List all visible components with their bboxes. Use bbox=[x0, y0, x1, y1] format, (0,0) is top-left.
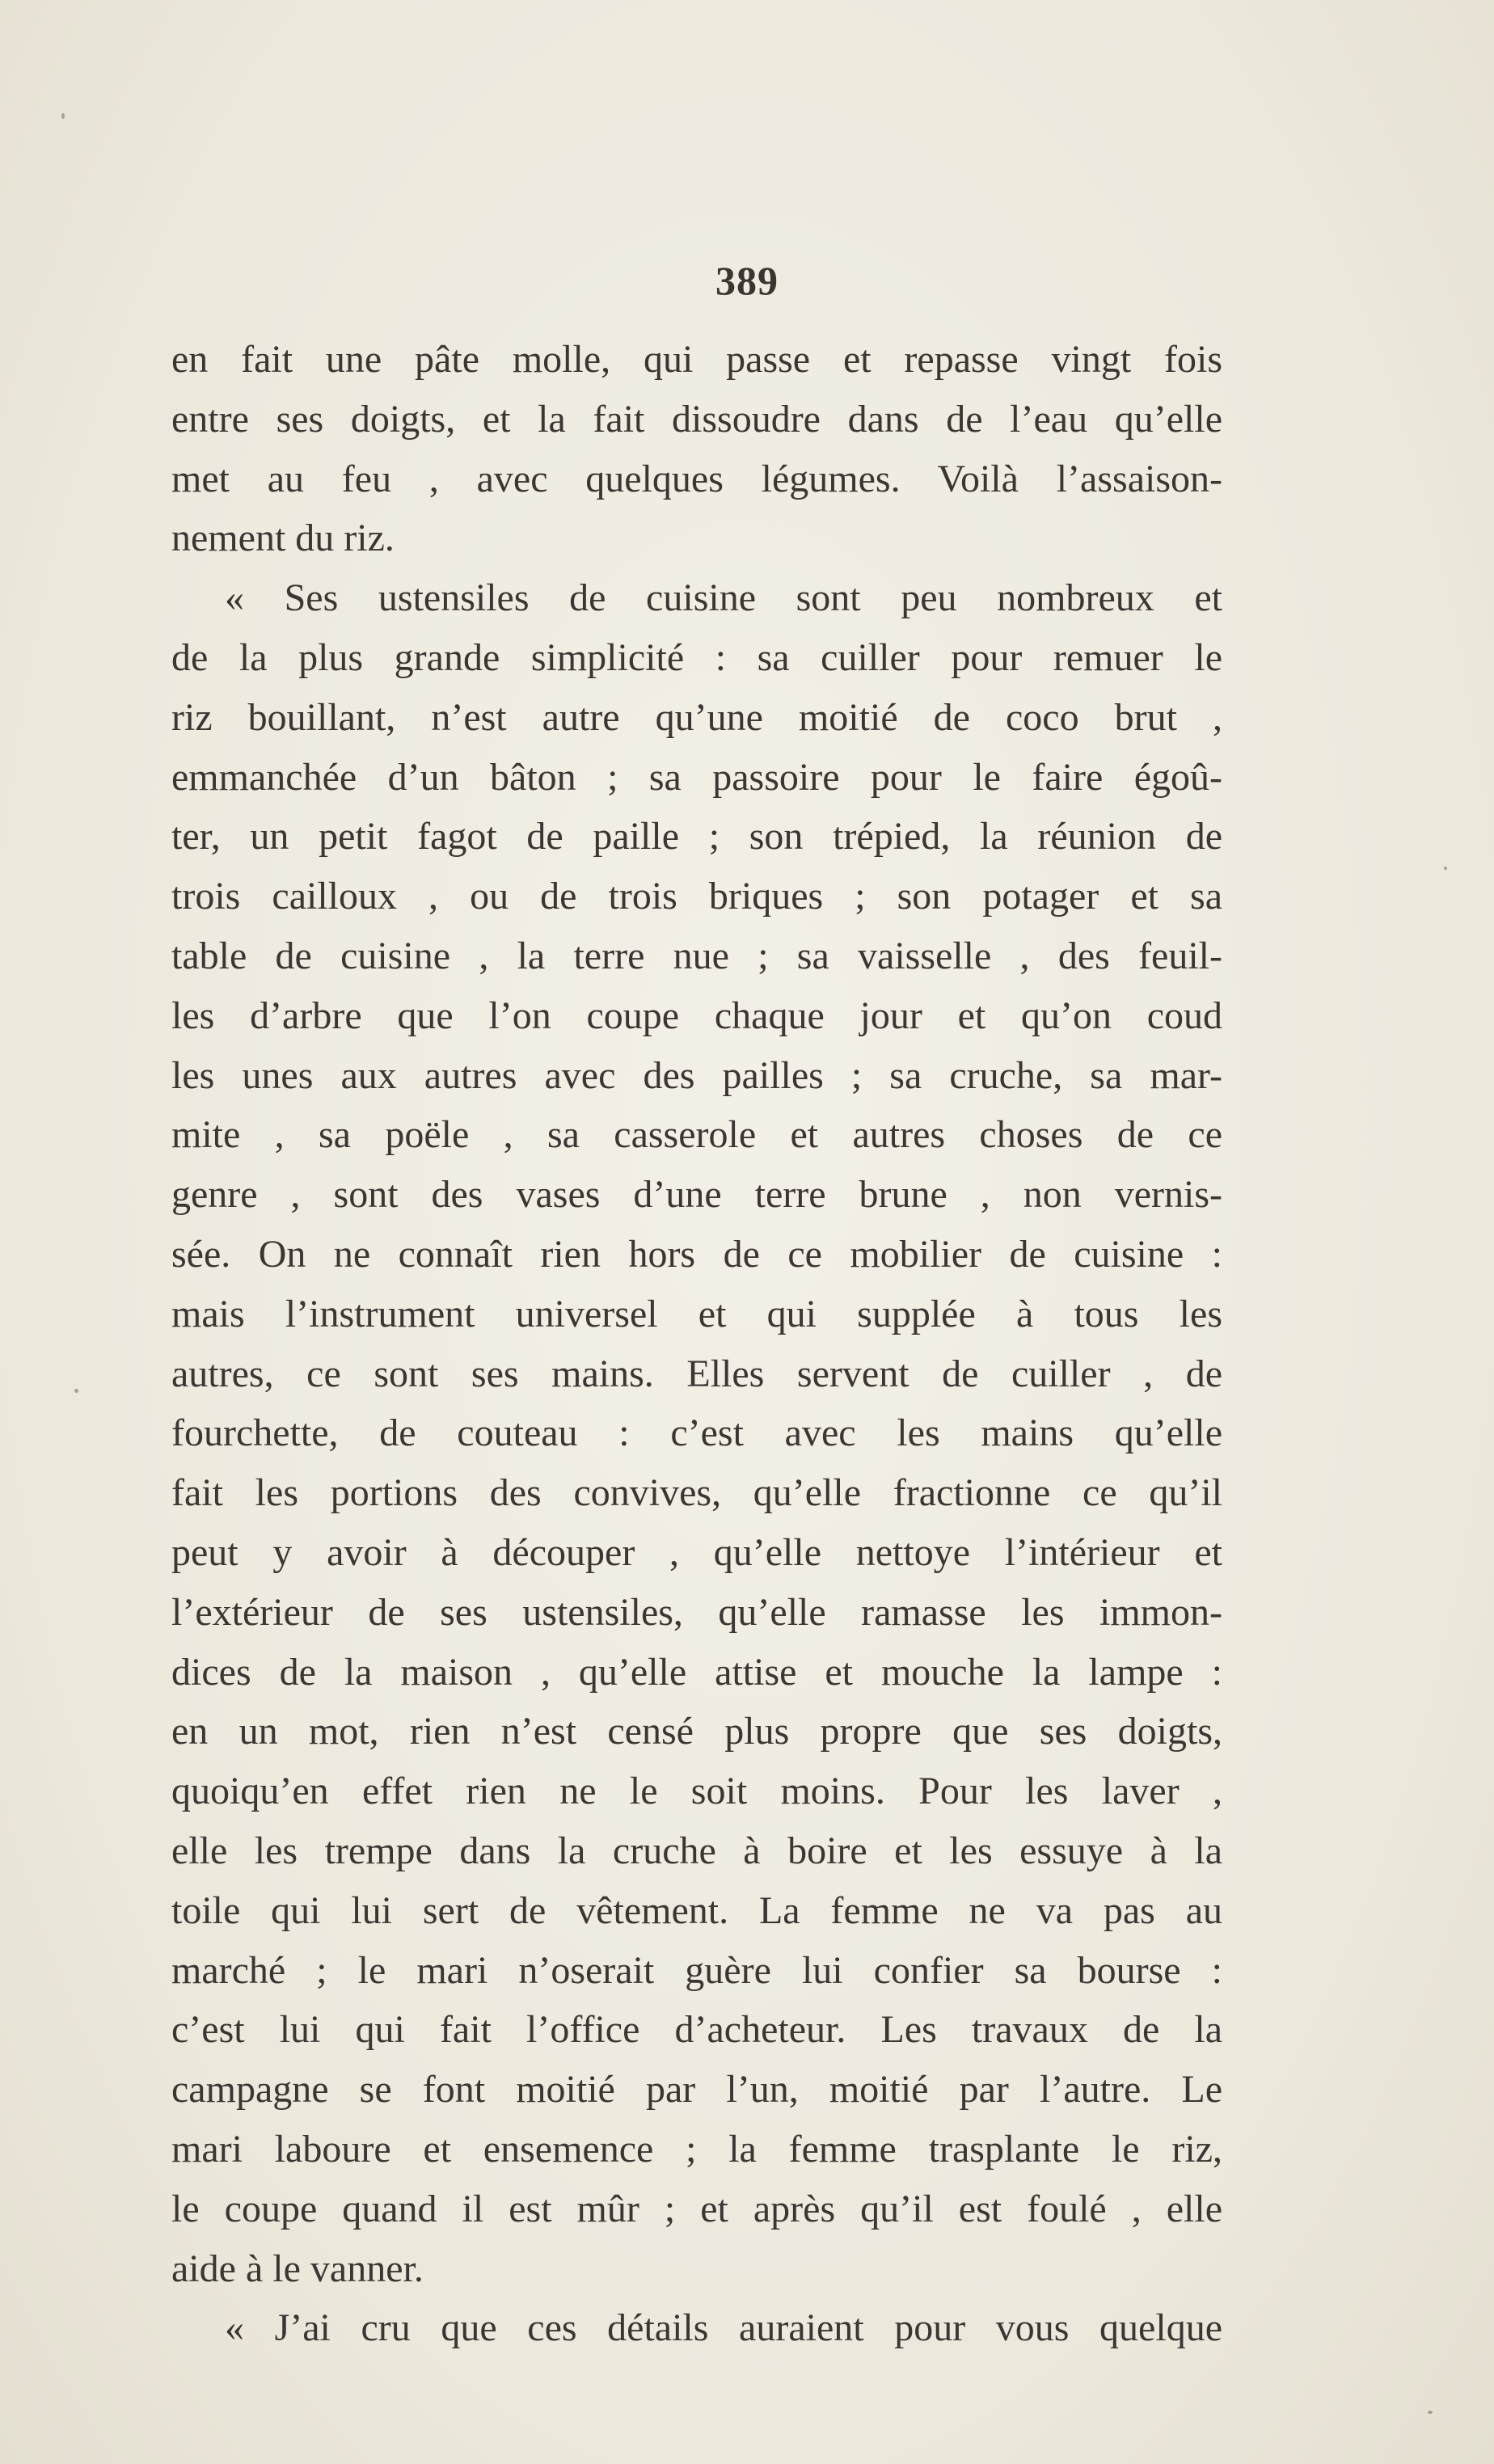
text-line: quoiqu’en effet rien ne le soit moins. Pour les laver , bbox=[171, 1770, 1222, 1813]
text-line: marché ; le mari n’oserait guère lui confier sa bourse : bbox=[171, 1948, 1222, 1992]
text-line: en un mot, rien n’est censé plus propre que ses doigts, bbox=[171, 1710, 1222, 1753]
text-line: table de cuisine , la terre nue ; sa vaisselle , des feuil- bbox=[171, 934, 1222, 977]
page-number: 389 bbox=[715, 258, 779, 303]
text-line: ter, un petit fagot de paille ; son trépied, la réunion de bbox=[171, 815, 1222, 859]
paper-speck bbox=[74, 1389, 78, 1393]
paper-speck bbox=[1444, 867, 1447, 870]
text-line: riz bouillant, n’est autre qu’une moitié de coco brut , bbox=[171, 695, 1222, 739]
text-line: genre , sont des vases d’une terre brune , non vernis- bbox=[171, 1173, 1222, 1217]
text-line: sée. On ne connaît rien hors de ce mobilier de cuisine : bbox=[171, 1232, 1222, 1276]
text-line: aide à le vanner. bbox=[171, 2247, 424, 2290]
text-line: dices de la maison , qu’elle attise et mouche la lampe : bbox=[171, 1650, 1222, 1694]
text-line: entre ses doigts, et la fait dissoudre dans de l’eau qu’elle bbox=[171, 397, 1222, 441]
paper-speck bbox=[1428, 2411, 1433, 2414]
text-line: nement du riz. bbox=[171, 517, 395, 560]
paragraph-start-line: « Ses ustensiles de cuisine sont peu nombreux et bbox=[225, 576, 1222, 620]
text-line: autres, ce sont ses mains. Elles servent de cuiller , de bbox=[171, 1352, 1222, 1395]
text-line: peut y avoir à découper , qu’elle nettoye l’intérieur et bbox=[171, 1530, 1222, 1574]
text-line: mite , sa poële , sa casserole et autres choses de ce bbox=[171, 1113, 1222, 1157]
text-line: toile qui lui sert de vêtement. La femme ne va pas au bbox=[171, 1888, 1222, 1932]
text-line: de la plus grande simplicité : sa cuiller pour remuer le bbox=[171, 635, 1222, 679]
text-line: met au feu , avec quelques légumes. Voilà l’assaison- bbox=[171, 457, 1222, 500]
text-line: fait les portions des convives, qu’elle fractionne ce qu’il bbox=[171, 1471, 1222, 1515]
text-line: elle les trempe dans la cruche à boire et les essuye à la bbox=[171, 1829, 1222, 1872]
text-line: le coupe quand il est mûr ; et après qu’il est foulé , elle bbox=[171, 2187, 1222, 2230]
text-line: en fait une pâte molle, qui passe et repasse vingt fois bbox=[171, 338, 1222, 381]
text-line: mais l’instrument universel et qui supplée à tous les bbox=[171, 1292, 1222, 1335]
paper-speck bbox=[61, 113, 65, 119]
body-text bbox=[171, 330, 1222, 2358]
text-line: l’extérieur de ses ustensiles, qu’elle ramasse les immon- bbox=[171, 1590, 1222, 1634]
text-line: mari laboure et ensemence ; la femme trasplante le riz, bbox=[171, 2127, 1222, 2171]
text-line: trois cailloux , ou de trois briques ; son potager et sa bbox=[171, 875, 1222, 918]
text-line: fourchette, de couteau : c’est avec les mains qu’elle bbox=[171, 1411, 1222, 1455]
text-line: emmanchée d’un bâton ; sa passoire pour le faire égoû- bbox=[171, 755, 1222, 799]
text-line: les unes aux autres avec des pailles ; sa cruche, sa mar- bbox=[171, 1053, 1222, 1097]
text-line: campagne se font moitié par l’un, moitié par l’autre. Le bbox=[171, 2068, 1222, 2112]
text-line: les d’arbre que l’on coupe chaque jour et qu’on coud bbox=[171, 994, 1222, 1037]
paragraph-start-line: « J’ai cru que ces détails auraient pour vous quelque bbox=[225, 2306, 1222, 2350]
text-line: c’est lui qui fait l’office d’acheteur. Les travaux de la bbox=[171, 2008, 1222, 2052]
